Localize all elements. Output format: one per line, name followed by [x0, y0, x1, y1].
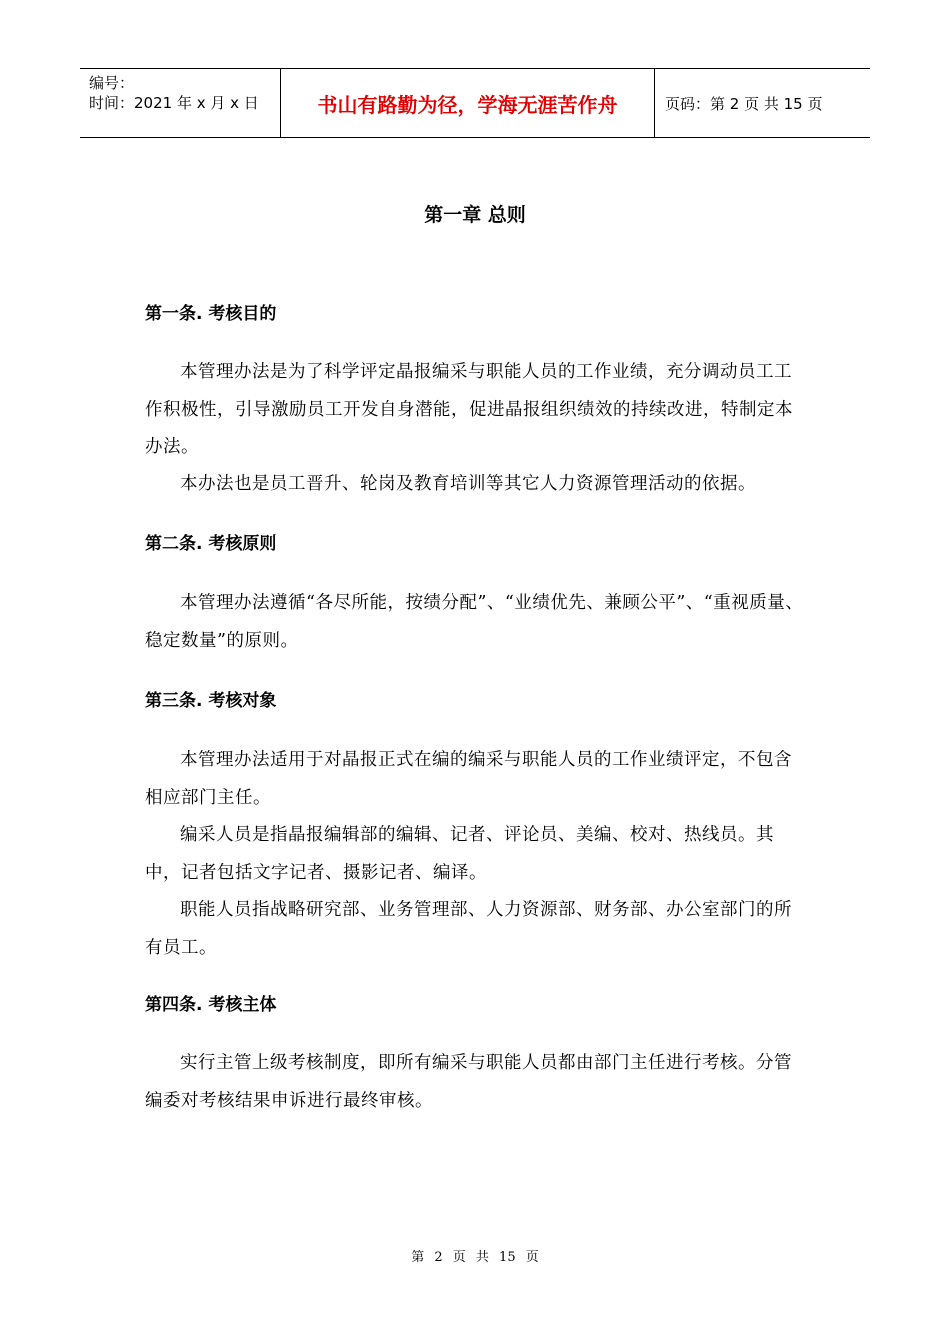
article-4-paragraph-1: 实行主管上级考核制度，即所有编采与职能人员都由部门主任进行考核。分管编委对考核结果申诉进行最终审核。 [145, 1053, 792, 1111]
article-3-paragraph-2: 编采人员是指晶报编辑部的编辑、记者、评论员、美编、校对、热线员。其中，记者包括文字记者、摄影记者、编译。 [145, 825, 774, 883]
chapter-title: 第一章 总则 [424, 204, 526, 226]
article-3-title: 第三条. 考核对象 [145, 691, 277, 711]
time-label: 时间：2021 年 x 月 x 日 [89, 94, 259, 112]
header-left-cell [80, 69, 281, 137]
article-1-paragraph-1: 本管理办法是为了科学评定晶报编采与职能人员的工作业绩，充分调动员工工作积极性，引导激励员工开发自身潜能，促进晶报组织绩效的持续改进，特制定本办法。 [145, 362, 793, 457]
article-3-paragraph-1: 本管理办法适用于对晶报正式在编的编采与职能人员的工作业绩评定，不包含相应部门主任。 [145, 750, 792, 808]
number-label: 编号： [89, 74, 135, 92]
motto-text: 书山有路勤为径，学海无涯苦作舟 [281, 69, 655, 137]
header-table [80, 68, 870, 138]
article-4-title: 第四条. 考核主体 [145, 995, 277, 1015]
article-3-paragraph-3: 职能人员指战略研究部、业务管理部、人力资源部、财务部、办公室部门的所有员工。 [145, 900, 792, 958]
page-label: 页码：第 2 页 共 15 页 [665, 94, 823, 113]
article-2-title: 第二条. 考核原则 [145, 534, 277, 554]
article-2-paragraph-1: 本管理办法遵循“各尽所能，按绩分配”、“业绩优先、兼顾公平”、“重视质量、稳定数量”的原则。 [145, 593, 804, 651]
article-1-paragraph-2: 本办法也是员工晋升、轮岗及教育培训等其它人力资源管理活动的依据。 [180, 474, 756, 494]
article-1-title: 第一条. 考核目的 [145, 304, 277, 324]
page-footer: 第 2 页 共 15 页 [411, 1250, 539, 1265]
